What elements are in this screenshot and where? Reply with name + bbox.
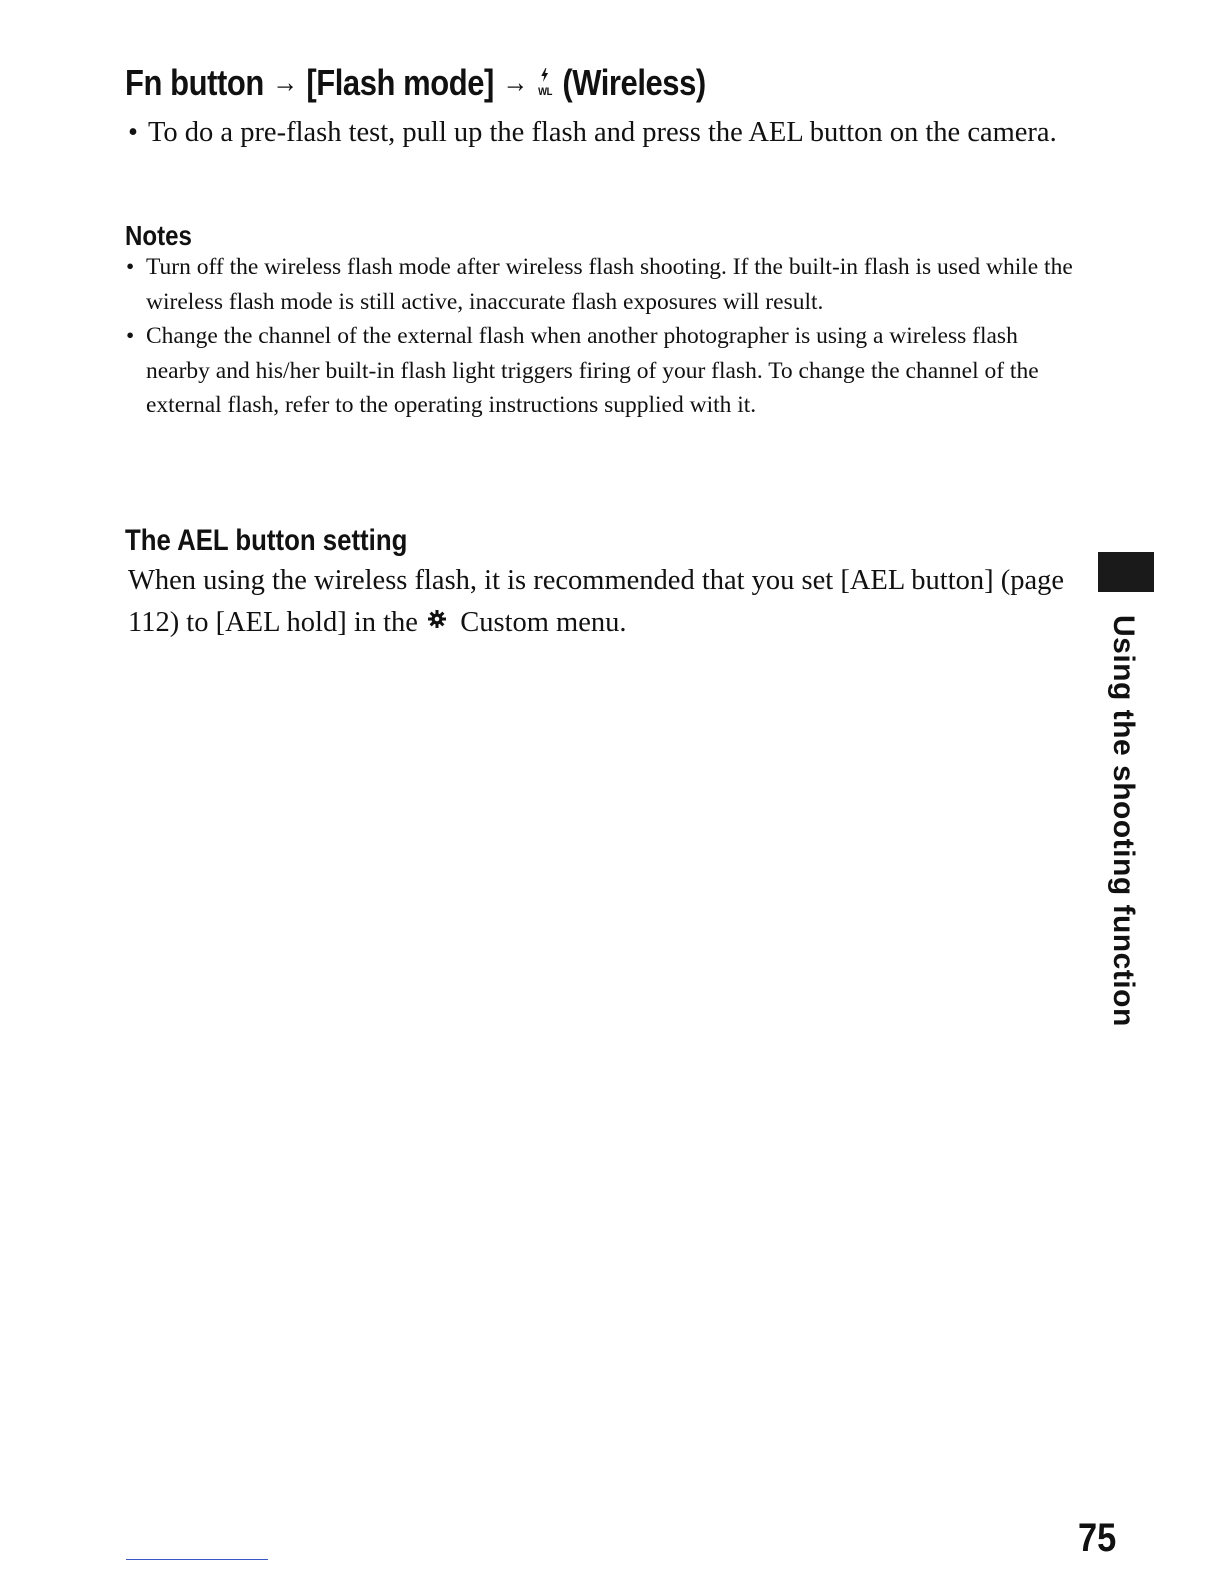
intro-text: To do a pre-flash test, pull up the flash and press the AEL button on the camera. [148, 117, 1057, 148]
bullet: • [126, 254, 135, 280]
heading-fn-button: Fn button [125, 62, 264, 103]
list-item [128, 112, 1058, 153]
arrow-icon: → [502, 66, 528, 99]
note-text: Turn off the wireless flash mode after wireless flash shooting. If the built-in flash is used while the wireless flash mode is still active, inaccurate flash exposures will result. [146, 254, 1073, 315]
ael-paragraph [128, 560, 1088, 643]
bullet: • [126, 323, 135, 349]
section-tab-marker [1098, 552, 1154, 592]
bullet: • [128, 117, 138, 148]
list-item [126, 319, 1076, 423]
wireless-icon-label: WL [538, 86, 553, 98]
custom-menu-gear-icon [427, 601, 447, 642]
heading-flash-mode: [Flash mode] [306, 62, 494, 103]
footer-divider [126, 1559, 268, 1560]
section-tab-label: Using the shooting function [1107, 615, 1140, 1027]
ael-section-title: The AEL button setting [125, 524, 408, 557]
intro-paragraph [128, 112, 1058, 153]
list-item [126, 250, 1076, 319]
arrow-icon: → [272, 66, 298, 99]
heading-wireless: (Wireless) [562, 62, 706, 103]
wireless-flash-icon [538, 68, 552, 98]
page-number: 75 [1078, 1516, 1117, 1560]
section-heading [125, 62, 706, 104]
notes-list [126, 250, 1076, 423]
ael-text-before: When using the wireless flash, it is recommended that you set [AEL button] (page 112) to [AEL hold] in the [128, 565, 1065, 638]
note-text: Change the channel of the external flash when another photographer is using a wireless flash nearby and his/her built-in flash light triggers firing of your flash. To change the channel of the external flash, refer to the operating instructions supplied with it. [146, 323, 1039, 418]
ael-text-after: Custom menu. [460, 607, 627, 638]
notes-title: Notes [125, 220, 192, 251]
